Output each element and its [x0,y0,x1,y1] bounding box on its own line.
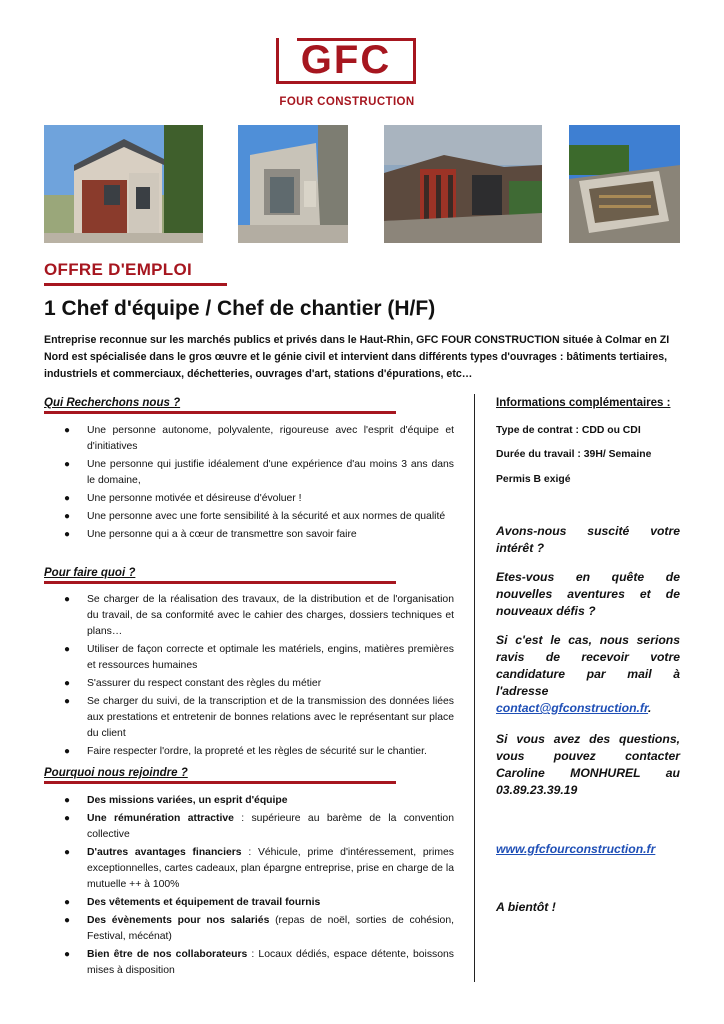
info-duration: Durée du travail : 39H/ Semaine [496,449,652,460]
list-item-text: (repas de noël, sorties de cohésion, Festival, mécénat) [87,915,454,942]
cta-apply-text [496,632,680,717]
list-item-text: S'assurer du respect constant des règles du métier [87,678,322,689]
bullet-icon: ● [64,915,71,926]
website-link[interactable]: www.gfcfourconstruction.fr [496,842,656,856]
list-item-text: : Véhicule, prime d'intéressement, primes exceptionnelles, cartes cadeaux, plan épargne entreprise, prise en charge de la mutuelle ++ à 100% [87,847,454,890]
bullet-icon: ● [64,746,71,757]
list-item-text: : supérieure au barème de la convention collective [87,813,454,840]
list-item [44,845,454,893]
bullet-icon: ● [64,594,71,605]
list-item-text: Une personne autonome, polyvalente, rigoureuse avec l'esprit d'équipe et d'initiatives [87,425,454,452]
bullet-icon: ● [64,795,71,806]
logo-subtitle: FOUR CONSTRUCTION [279,96,415,108]
bullet-icon: ● [64,847,71,858]
bullet-icon: ● [64,493,71,504]
logo-text: GFC [300,38,392,82]
info-heading: Informations complémentaires : [496,397,671,409]
cta-apply-sentence: Si c'est le cas, nous serions ravis de recevoir votre candidature par mail à l'adresse [496,633,680,698]
list-item [44,947,454,979]
bullet-icon: ● [64,529,71,540]
photo-concrete-building [238,125,348,243]
bullet-icon: ● [64,644,71,655]
list-item-bold: Une rémunération attractive [87,813,234,824]
list-item [44,642,454,674]
list-item-bold: Des missions variées, un esprit d'équipe [87,795,288,806]
info-contract: Type de contrat : CDD ou CDI [496,425,641,436]
list-item-bold: Des vêtements et équipement de travail fournis [87,897,321,908]
list-item [44,423,454,455]
list-item [44,457,454,489]
list-why [44,793,454,981]
bullet-icon: ● [64,813,71,824]
list-item-bold: D'autres avantages financiers [87,847,242,858]
bullet-icon: ● [64,949,71,960]
list-item-text: : Locaux dédiés, espace détente, boissons mises à disposition [87,949,454,976]
bullet-icon: ● [64,511,71,522]
section-underline-who [44,411,396,414]
photo-concrete-construction-site [569,125,680,243]
offer-label: OFFRE D'EMPLOI [44,260,193,279]
job-title: 1 Chef d'équipe / Chef de chantier (H/F) [44,297,436,320]
bullet-icon: ● [64,696,71,707]
list-item-text: Une personne qui a à cœur de transmettre son savoir faire [87,529,357,540]
list-item-text: Faire respecter l'ordre, la propreté et les règles de sécurité sur le chantier. [87,746,427,757]
list-item-text: Se charger de la réalisation des travaux, de la distribution et de l'organisation du travail, de sa conformité avec le cahier des charges, dossiers techniques et plans… [87,594,454,637]
email-suffix: . [648,701,652,715]
section-underline-what [44,581,396,584]
list-item-bold: Des évènements pour nos salariés [87,915,270,926]
list-item-text: Utiliser de façon correcte et optimale les matériels, engins, matières premières et ressources humaines [87,644,454,671]
list-item [44,694,454,742]
list-item [44,491,454,507]
company-intro: Entreprise reconnue sur les marchés publics et privés dans le Haut-Rhin, GFC FOUR CONSTRUCTION située à Colmar en ZI Nord est spécialisée dans le gros œuvre et le génie civil et intervient dans différents types d'ouvrages : bâtiments tertiaires, industriels et commerciaux, déchetteries, ouvrages d'art, stations d'épurations, etc… [44,334,670,380]
list-item-text: Une personne motivée et désireuse d'évoluer ! [87,493,302,504]
section-heading-why: Pourquoi nous rejoindre ? [44,767,188,779]
section-underline-why [44,781,396,784]
list-item [44,895,454,911]
section-heading-who: Qui Recherchons nous ? [44,397,181,409]
list-item-text: Une personne qui justifie idéalement d'une expérience d'au moins 3 ans dans le domaine, [87,459,454,486]
contact-email-link[interactable]: contact@gfconstruction.fr [496,701,649,715]
bullet-icon: ● [64,425,71,436]
website-block [496,841,680,858]
list-item [44,676,454,692]
list-item-bold: Bien être de nos collaborateurs [87,949,248,960]
list-item-text: Se charger du suivi, de la transcription et de la transmission des données liées aux prestations et entretenir de bonnes relations avec le représentant sur place du client [87,696,454,739]
list-item [44,811,454,843]
list-what [44,592,454,762]
cta-question-adventure: Etes-vous en quête de nouvelles aventures et de nouveaux défis ? [496,570,680,618]
column-divider [474,394,475,982]
section-heading-what: Pour faire quoi ? [44,567,136,579]
list-item [44,793,454,809]
list-item [44,913,454,945]
info-license: Permis B exigé [496,474,571,485]
list-item-text: Une personne avec une forte sensibilité à la sécurité et aux normes de qualité [87,511,446,522]
cta-contact-text: Si vous avez des questions, vous pouvez contacter Caroline MONHUREL au 03.89.23.39.19 [496,732,680,797]
list-item [44,744,454,760]
list-item [44,592,454,640]
cta-question-interest: Avons-nous suscité votre intérêt ? [496,524,680,555]
bullet-icon: ● [64,459,71,470]
offer-label-underline [44,283,227,286]
list-item [44,509,454,525]
photo-house-modern-brick [44,125,203,243]
bullet-icon: ● [64,678,71,689]
bullet-icon: ● [64,897,71,908]
company-logo [276,38,418,108]
photo-red-facade-building [384,125,542,243]
list-item [44,527,454,543]
closing-text: A bientôt ! [496,900,556,914]
list-who [44,423,454,545]
